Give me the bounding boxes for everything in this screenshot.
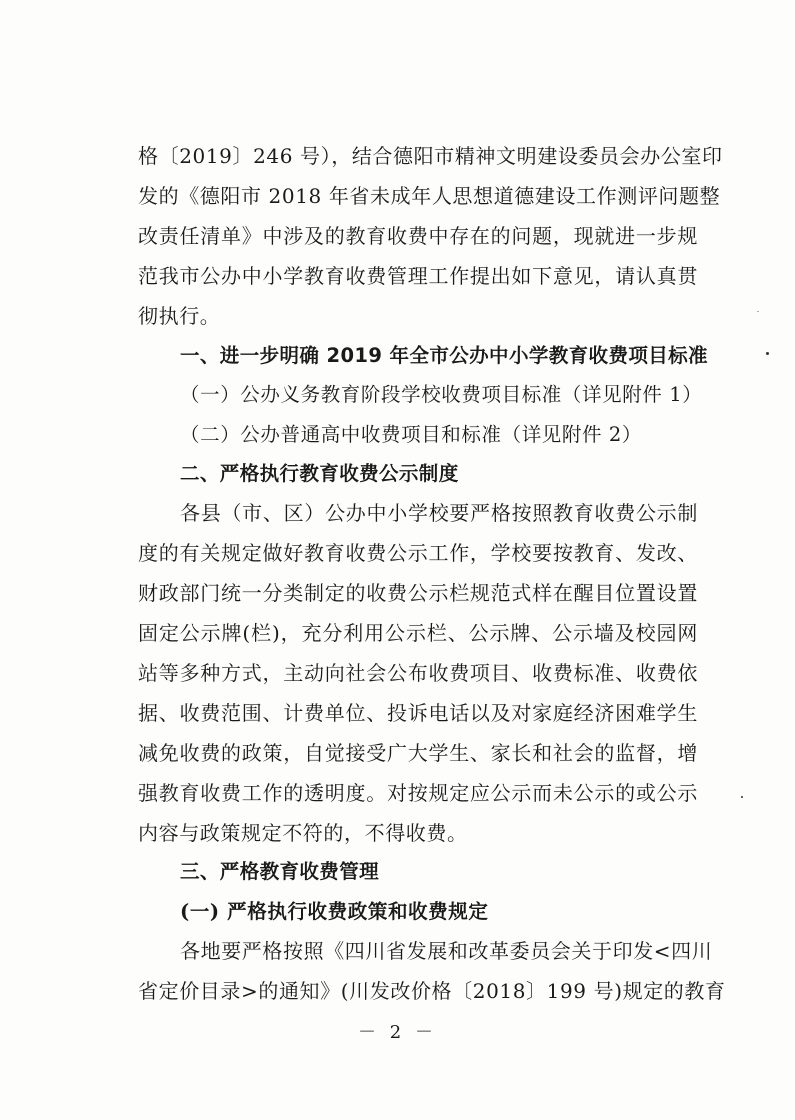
section2-heading: 二、严格执行教育收费公示制度 [180,462,459,485]
section2-line-1: 各县（市、区）公办中小学校要严格按照教育收费公示制 [180,501,698,525]
section2-line-4: 固定公示牌(栏)，充分利用公示栏、公示牌、公示墙及校园网 [138,621,698,645]
intro-line-5: 彻执行。 [138,304,221,328]
scan-speck [741,796,743,798]
section2-line-6: 据、收费范围、计费单位、投诉电话以及对家庭经济困难学生 [138,701,698,725]
scan-speck [766,352,769,355]
section1-item-2: （二）公办普通高中收费项目和标准（详见附件 2） [180,423,643,446]
section1-item-1: （一）公办义务教育阶段学校收费项目标准（详见附件 1） [180,383,703,406]
intro-line-3: 改责任清单》中涉及的教育收费中存在的问题，现就进一步规 [138,224,698,248]
intro-line-1: 格〔2019〕246 号），结合德阳市精神文明建设委员会办公室印 [138,144,723,168]
scan-speck [757,311,759,312]
section2-line-2: 度的有关规定做好教育收费公示工作，学校要按教育、发改、 [138,541,698,565]
section2-line-8: 强教育收费工作的透明度。对按规定应公示而未公示的或公示 [138,781,698,805]
section2-line-9: 内容与政策规定不符的，不得收费。 [138,821,468,845]
section2-line-3: 财政部门统一分类制定的收费公示栏规范式样在醒目位置设置 [138,581,698,605]
section3-line-2: 省定价目录>的通知》(川发改价格〔2018〕199 号)规定的教育 [138,979,726,1003]
section3-sub-heading-1: (一) 严格执行收费政策和收费规定 [180,900,489,923]
section3-heading: 三、严格教育收费管理 [180,860,380,883]
intro-line-4: 范我市公办中小学教育收费管理工作提出如下意见，请认真贯 [138,264,698,288]
section1-heading: 一、进一步明确 2019 年全市公办中小学教育收费项目标准 [180,344,708,367]
section2-line-7: 减免收费的政策，自觉接受广大学生、家长和社会的监督，增 [138,741,698,765]
page-number: － 2 － [358,1022,437,1043]
section2-line-5: 站等多种方式，主动向社会公布收费项目、收费标准、收费依 [138,661,698,685]
intro-line-2: 发的《德阳市 2018 年省未成年人思想道德建设工作测评问题整 [138,184,721,208]
section3-line-1: 各地要严格按照《四川省发展和改革委员会关于印发<四川 [180,939,713,963]
